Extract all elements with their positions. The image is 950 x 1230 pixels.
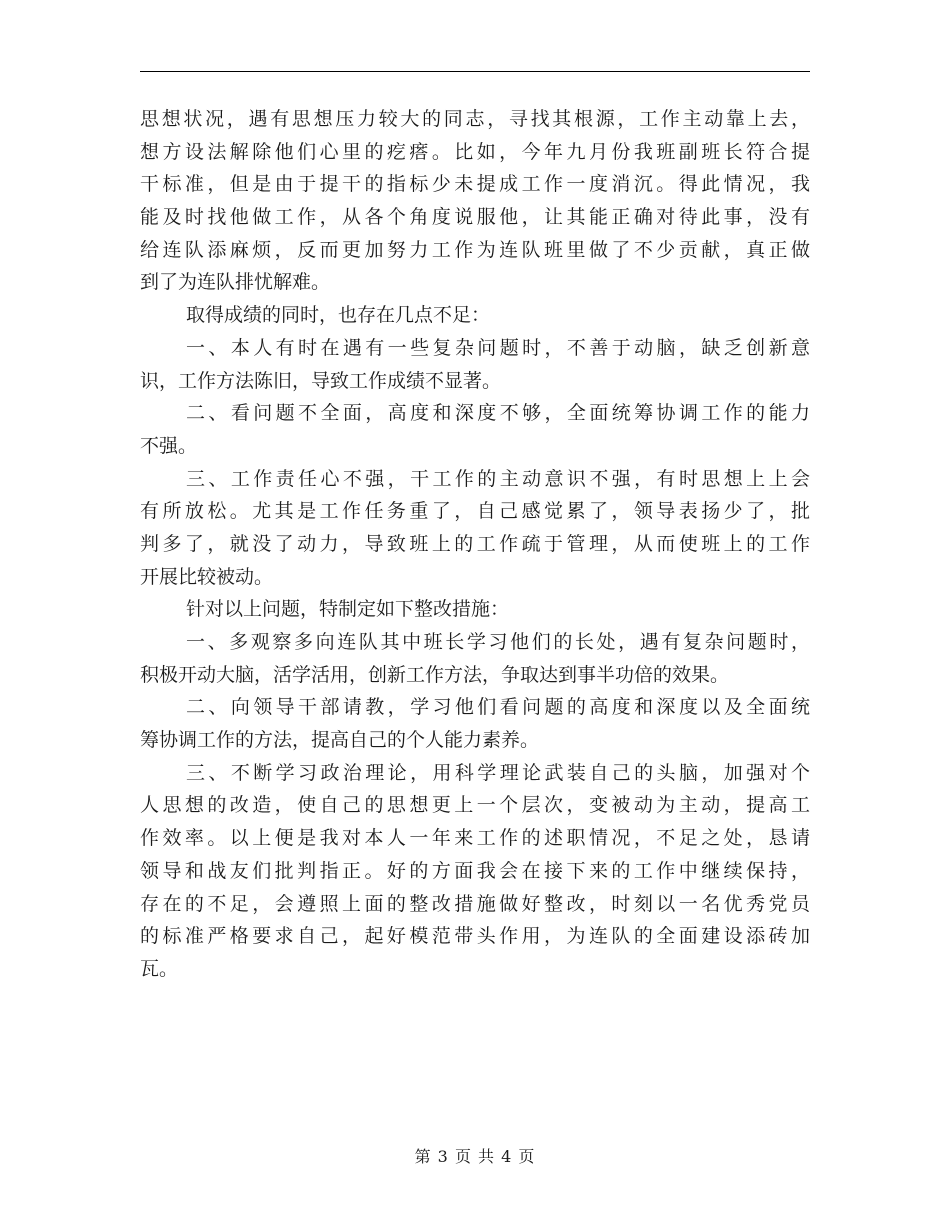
text-line: 三、不断学习政治理论，用科学理论武装自己的头脑，加强对个: [186, 761, 810, 784]
footer-total-pages: 4: [501, 1147, 513, 1166]
text-line: 给连队添麻烦，反而更加努力工作为连队班里做了不少贡献，真正做: [140, 238, 810, 261]
text-line: 干标准，但是由于提干的指标少未提成工作一度消沉。得此情况，我: [140, 173, 810, 196]
text-line: 筹协调工作的方法，提高自己的个人能力素养。: [140, 729, 540, 752]
text-line: 二、向领导干部请教，学习他们看问题的高度和深度以及全面统: [186, 696, 810, 719]
text-line: 不强。: [140, 434, 198, 457]
text-line: 二、看问题不全面，高度和深度不够，全面统筹协调工作的能力: [186, 402, 810, 425]
text-line: 的标准严格要求自己，起好模范带头作用，为连队的全面建设添砖加: [140, 925, 810, 948]
header-rule: [140, 71, 810, 72]
text-line: 领导和战友们批判指正。好的方面我会在接下来的工作中继续保持，: [140, 859, 810, 882]
footer-page-number: 3: [437, 1147, 449, 1166]
text-line: 瓦。: [140, 957, 179, 980]
footer-prefix: 第: [414, 1147, 432, 1166]
page-footer: [0, 1147, 950, 1167]
footer-suffix: 页: [518, 1147, 536, 1166]
body-text: [140, 103, 810, 986]
text-line: 取得成绩的同时，也存在几点不足：: [186, 304, 491, 327]
text-line: 到了为连队排忧解难。: [140, 271, 331, 294]
text-line: 存在的不足，会遵照上面的整改措施做好整改，时刻以一名优秀党员: [140, 892, 810, 915]
text-line: 能及时找他做工作，从各个角度说服他，让其能正确对待此事，没有: [140, 206, 810, 229]
text-line: 判多了，就没了动力，导致班上的工作疏于管理，从而使班上的工作: [140, 532, 810, 555]
footer-middle: 页 共: [454, 1147, 496, 1166]
text-line: 作效率。以上便是我对本人一年来工作的述职情况，不足之处，恳请: [140, 827, 810, 850]
text-line: 思想状况，遇有思想压力较大的同志，寻找其根源，工作主动靠上去，: [140, 108, 810, 130]
text-line: 有所放松。尤其是工作任务重了，自己感觉累了，领导表扬少了，批: [140, 500, 810, 523]
text-line: 积极开动大脑，活学活用，创新工作方法，争取达到事半功倍的效果。: [140, 663, 730, 686]
text-line: 针对以上问题，特制定如下整改措施：: [186, 598, 510, 621]
text-line: 识，工作方法陈旧，导致工作成绩不显著。: [140, 369, 502, 392]
text-line: 三、工作责任心不强，干工作的主动意识不强，有时思想上上会: [186, 467, 810, 490]
text-line: 人思想的改造，使自己的思想更上一个层次，变被动为主动，提高工: [140, 794, 810, 817]
text-line: 想方设法解除他们心里的疙瘩。比如，今年九月份我班副班长符合提: [140, 140, 810, 163]
text-line: 开展比较被动。: [140, 565, 274, 588]
text-line: 一、本人有时在遇有一些复杂问题时，不善于动脑，缺乏创新意: [186, 336, 810, 359]
text-line: 一、多观察多向连队其中班长学习他们的长处，遇有复杂问题时，: [186, 631, 810, 653]
